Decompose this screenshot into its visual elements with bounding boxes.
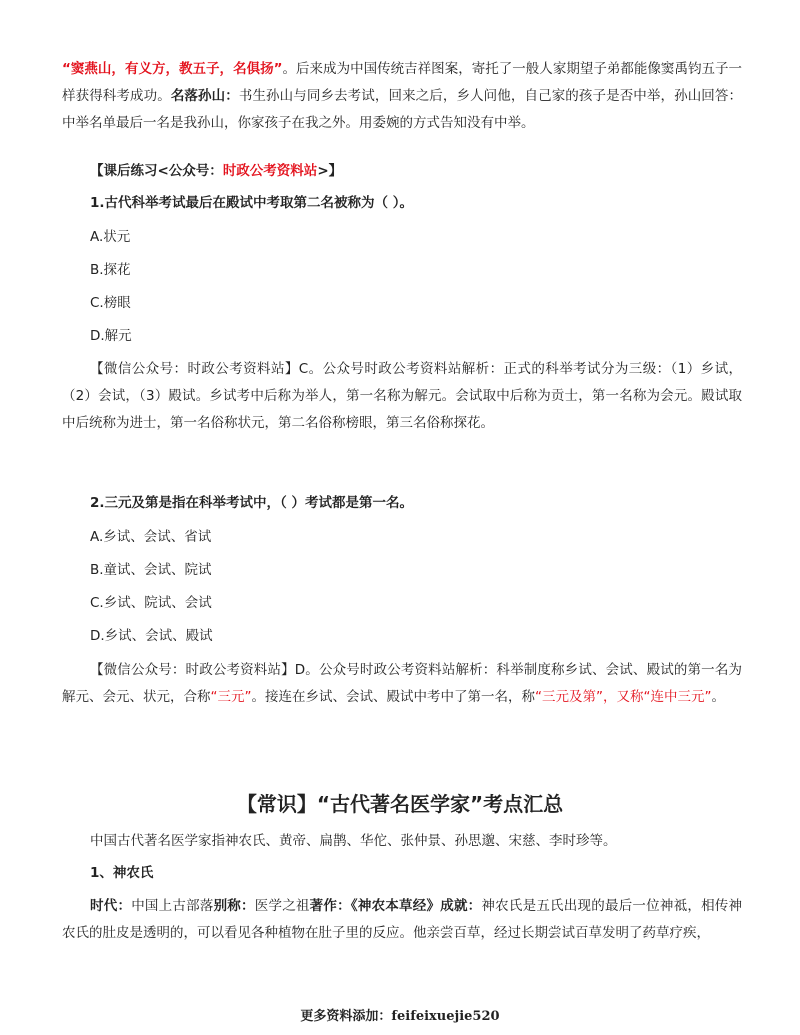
paragraph-text: 。后来成为中国传统吉祥图案，寄托了一般人家期望子弟都能像窦禹钧五子一样获得科考成功。 xyxy=(62,61,743,104)
footer-note: 更多资料添加：feifeixuejie520 xyxy=(300,1009,500,1024)
section-intro: 中国古代著名医学家指神农氏、黄帝、扁鹊、华佗、张仲景、孙思邈、宋慈、李时珍等。 xyxy=(90,833,617,849)
value-era: 中国上古部落 xyxy=(131,898,214,914)
q2-option-d: D.乡试、会试、殿试 xyxy=(90,628,213,644)
shennong-paragraph xyxy=(62,893,742,947)
label-alias: 别称： xyxy=(213,898,255,914)
q2-answer xyxy=(62,657,742,711)
q2-option-a: A.乡试、会试、省试 xyxy=(90,529,212,545)
q1-option-c: C.榜眼 xyxy=(90,295,131,311)
q1-option-a: A.状元 xyxy=(90,229,131,245)
term-mingluo-sunshan: 名落孙山： xyxy=(170,88,239,104)
section-title: 【常识】“古代著名医学家”考点汇总 xyxy=(236,792,564,816)
paragraph-text: 书生孙山与同乡去考试，回来之后，乡人问他，自己家的孩子是否中举，孙山回答：中举名单最后一名是我孙山，你家孩子在我之外。用委婉的方式告知没有中举。 xyxy=(62,88,743,131)
answer-text: 。接连在乡试、会试、殿试中考中了第一名，称 xyxy=(251,689,535,705)
exercise-account-name: 时政公考资料站 xyxy=(222,163,318,179)
answer-highlight-sanyuan: “三元” xyxy=(210,689,252,705)
q2-option-c: C.乡试、院试、会试 xyxy=(90,595,212,611)
answer-text: 。 xyxy=(711,689,725,705)
answer-text: 【微信公众号：时政公考资料站】D。公众号时政公考资料站解析：科举制度称乡试、会试、殿试的第一名为解元、会元、状元，合称 xyxy=(62,662,742,705)
q1-option-d: D.解元 xyxy=(90,328,132,344)
question-2: 2.三元及第是指在科举考试中，（ ）考试都是第一名。 xyxy=(90,495,413,511)
q1-answer: 【微信公众号：时政公考资料站】C。公众号时政公考资料站解析：正式的科举考试分为三级：（1）乡试，（2）会试，（3）殿试。乡试考中后称为举人，第一名称为解元。会试取中后称为贡士，第一名称为会元。殿试取中后统称为进士，第一名俗称状元，第二名俗称榜眼，第三名俗称探花。 xyxy=(62,361,742,431)
paragraph-dou-yanshan xyxy=(62,56,742,137)
value-alias: 医学之祖 xyxy=(254,898,310,914)
subheading-shennong: 1、神农氏 xyxy=(90,865,154,881)
answer-highlight-sanyuan-jidi: “三元及第”，又称“连中三元” xyxy=(535,689,712,705)
value-achievement: 神农氏是五氏出现的最后一位神祗，相传神农氏的肚皮是透明的，可以看见各种植物在肚子里的反应。他亲尝百草，经过长期尝试百草发明了药草疗疾， xyxy=(62,898,743,941)
q2-option-b: B.童试、会试、院试 xyxy=(90,562,212,578)
value-work: 《神农本草经》 xyxy=(350,898,441,914)
label-work: 著作： xyxy=(309,898,351,914)
question-1: 1.古代科举考试最后在殿试中考取第二名被称为（ ）。 xyxy=(90,195,413,211)
exercise-suffix: >】 xyxy=(317,163,343,179)
exercise-prefix: 【课后练习<公众号： xyxy=(90,163,223,179)
label-achievement: 成就： xyxy=(440,898,482,914)
quote-dou-yanshan: “窦燕山，有义方，教五子，名俱扬” xyxy=(62,61,283,77)
q1-option-b: B.探花 xyxy=(90,262,131,278)
label-era: 时代： xyxy=(90,898,132,914)
exercise-heading xyxy=(90,161,342,181)
